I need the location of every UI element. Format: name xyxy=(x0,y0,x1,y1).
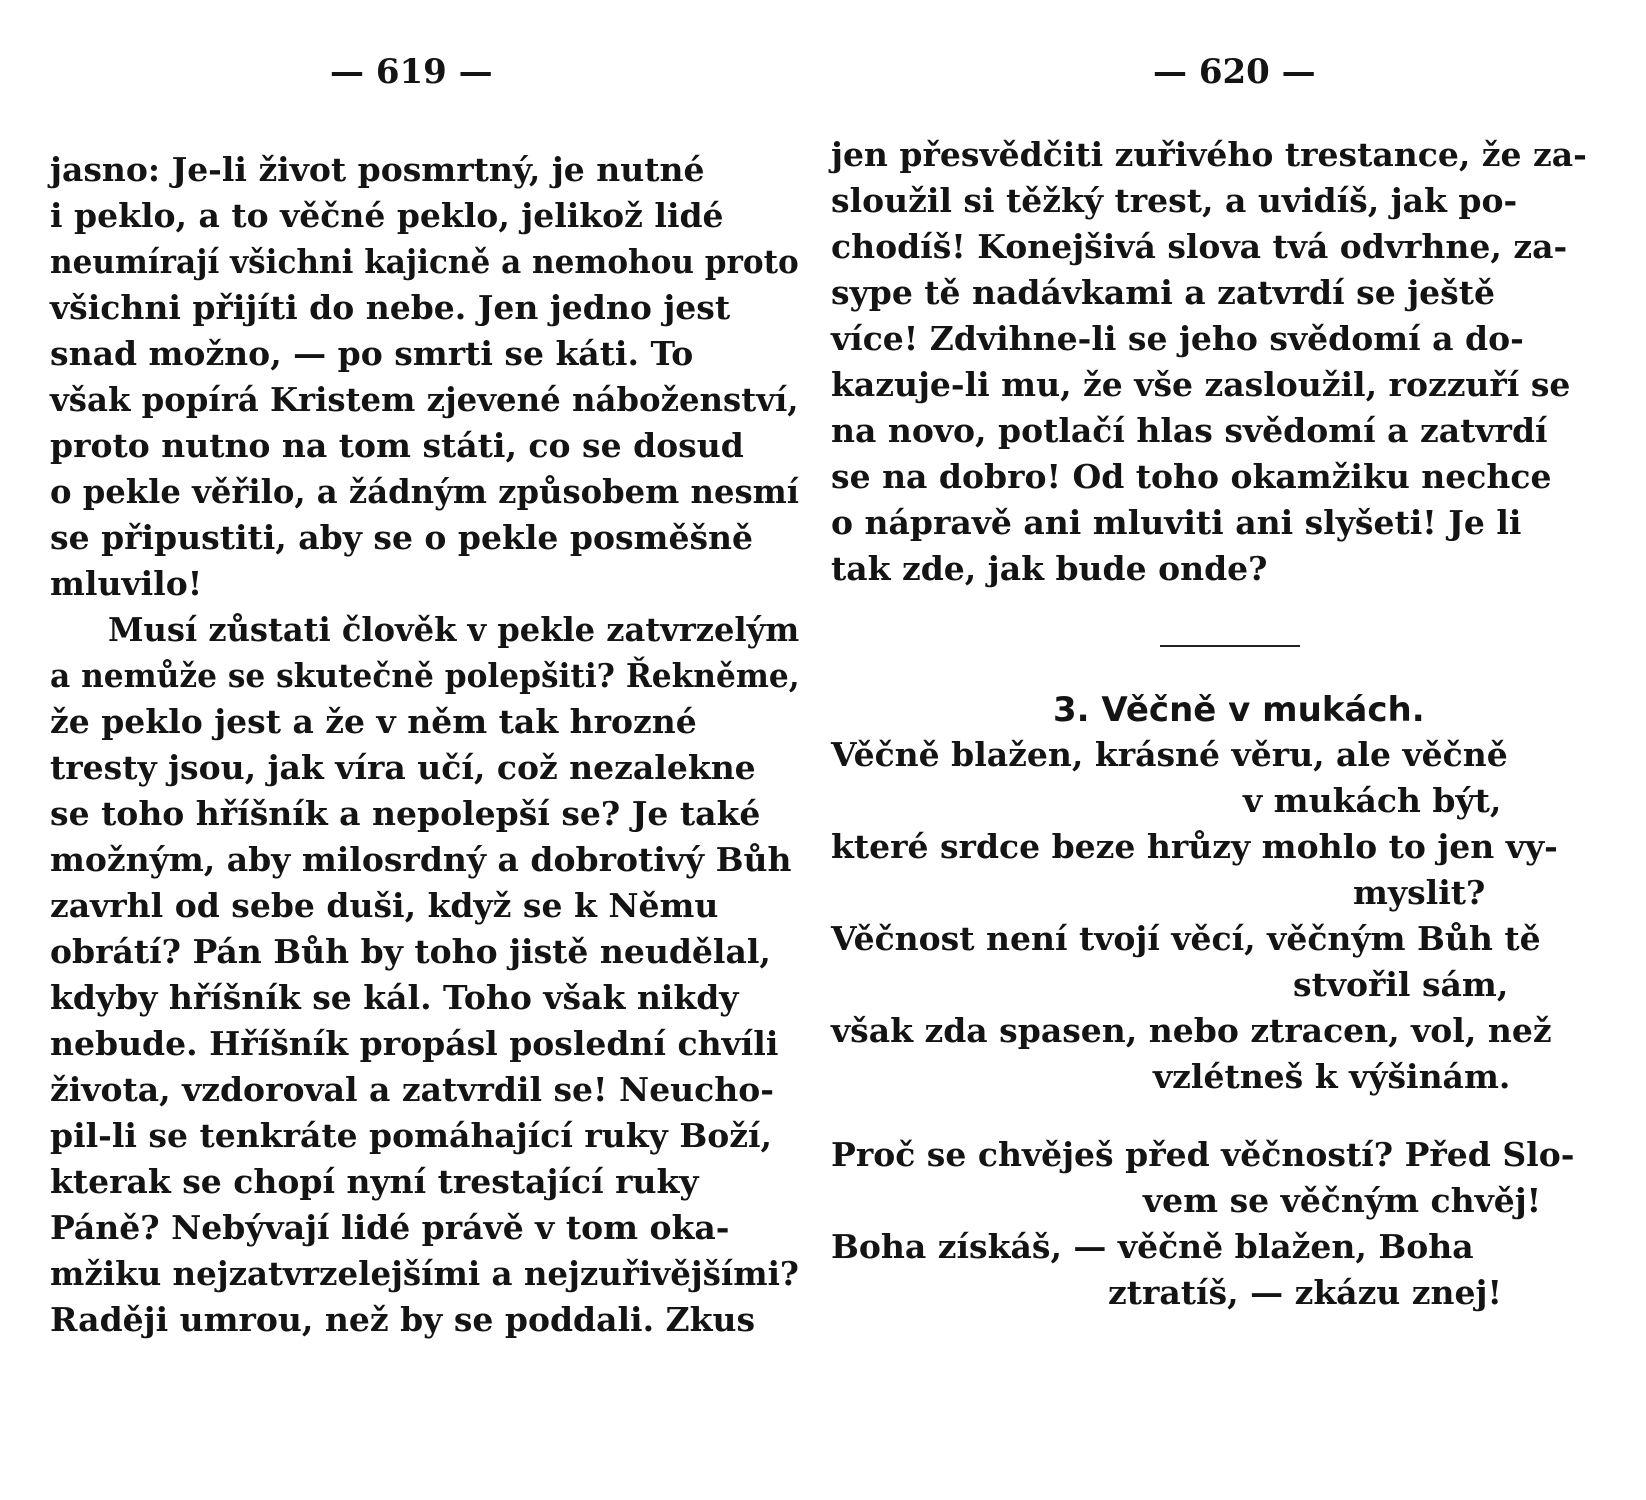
text-line: se na dobro! Od toho okamžiku nechce xyxy=(831,457,1552,496)
poem-line: Věčně blažen, krásné věru, ale věčně xyxy=(831,735,1508,774)
text-line: sloužil si těžký trest, a uvidíš, jak po- xyxy=(831,181,1518,220)
text-line: kdyby hříšník se kál. Toho však nikdy xyxy=(50,978,739,1017)
page-number-left: — 619 — xyxy=(330,52,493,92)
text-line: jasno: Je-li život posmrtný, je nutné xyxy=(50,150,705,189)
text-line: i peklo, a to věčné peklo, jelikož lidé xyxy=(50,196,724,235)
poem-line: Proč se chvěješ před věčností? Před Slo- xyxy=(831,1135,1575,1174)
text-line: pil-li se tenkráte pomáhající ruky Boží, xyxy=(50,1116,772,1155)
text-line: však popírá Kristem zjevené náboženství, xyxy=(50,380,799,419)
text-line: jen přesvědčiti zuřivého trestance, že za- xyxy=(831,135,1587,174)
text-line: tak zde, jak bude onde? xyxy=(831,549,1268,588)
text-line: snad možno, — po smrti se káti. To xyxy=(50,334,694,373)
poem-line: Boha získáš, — věčně blažen, Boha xyxy=(831,1227,1474,1266)
text-line: Musí zůstati člověk v pekle zatvrzelým xyxy=(108,610,800,649)
text-line: možným, aby milosrdný a dobrotivý Bůh xyxy=(50,840,792,879)
text-line: kterak se chopí nyní trestající ruky xyxy=(50,1162,699,1201)
text-line: neumírají všichni kajicně a nemohou proto xyxy=(50,242,799,281)
poem-line: stvořil sám, xyxy=(1293,965,1509,1004)
text-line: proto nutno na tom státi, co se dosud xyxy=(50,426,744,465)
text-line: nebude. Hříšník propásl poslední chvíli xyxy=(50,1024,779,1063)
text-line: více! Zdvihne-li se jeho svědomí a do- xyxy=(831,319,1524,358)
text-line: obrátí? Pán Bůh by toho jistě neudělal, xyxy=(50,932,771,971)
text-line: na novo, potlačí hlas svědomí a zatvrdí xyxy=(831,411,1548,450)
text-line: života, vzdoroval a zatvrdil se! Neucho- xyxy=(50,1070,774,1109)
text-line: Páně? Nebývají lidé právě v tom oka- xyxy=(50,1208,730,1247)
poem-line: myslit? xyxy=(1353,873,1486,912)
text-line: zavrhl od sebe duši, když se k Němu xyxy=(50,886,719,925)
poem-line: ztratíš, — zkázu znej! xyxy=(1108,1273,1502,1312)
text-line: o pekle věřilo, a žádným způsobem nesmí xyxy=(50,472,799,511)
poem-line: vzlétneš k výšinám. xyxy=(1153,1057,1511,1096)
section-title: 3. Věčně v mukách. xyxy=(1053,690,1425,730)
text-line: mžiku nejzatvrzelejšími a nejzuřivějšími? xyxy=(50,1254,799,1293)
page-number-right: — 620 — xyxy=(1153,52,1316,92)
text-line: všichni přijíti do nebe. Jen jedno jest xyxy=(50,288,731,327)
text-line: chodíš! Konejšivá slova tvá odvrhne, za- xyxy=(831,227,1568,266)
text-line: že peklo jest a že v něm tak hrozné xyxy=(50,702,697,741)
text-line: se připustiti, aby se o pekle posměšně xyxy=(50,518,754,557)
text-line: o nápravě ani mluviti ani slyšeti! Je li xyxy=(831,503,1522,542)
poem-line: vem se věčným chvěj! xyxy=(1143,1181,1542,1220)
text-line: mluvilo! xyxy=(50,564,203,603)
section-divider xyxy=(1160,645,1300,647)
text-line: Raději umrou, než by se poddali. Zkus xyxy=(50,1300,756,1339)
poem-line: které srdce beze hrůzy mohlo to jen vy- xyxy=(831,827,1558,866)
poem-line: v mukách být, xyxy=(1243,781,1502,820)
poem-line: Věčnost není tvojí věcí, věčným Bůh tě xyxy=(831,919,1541,958)
text-line: tresty jsou, jak víra učí, což nezalekne xyxy=(50,748,756,787)
text-line: kazuje-li mu, že vše zasloužil, rozzuří se xyxy=(831,365,1571,404)
text-line: se toho hříšník a nepolepší se? Je také xyxy=(50,794,761,833)
poem-line: však zda spasen, nebo ztracen, vol, než xyxy=(831,1011,1552,1050)
text-line: a nemůže se skutečně polepšiti? Řekněme, xyxy=(50,656,800,695)
right-page xyxy=(823,0,1646,1500)
text-line: sype tě nadávkami a zatvrdí se ještě xyxy=(831,273,1495,312)
